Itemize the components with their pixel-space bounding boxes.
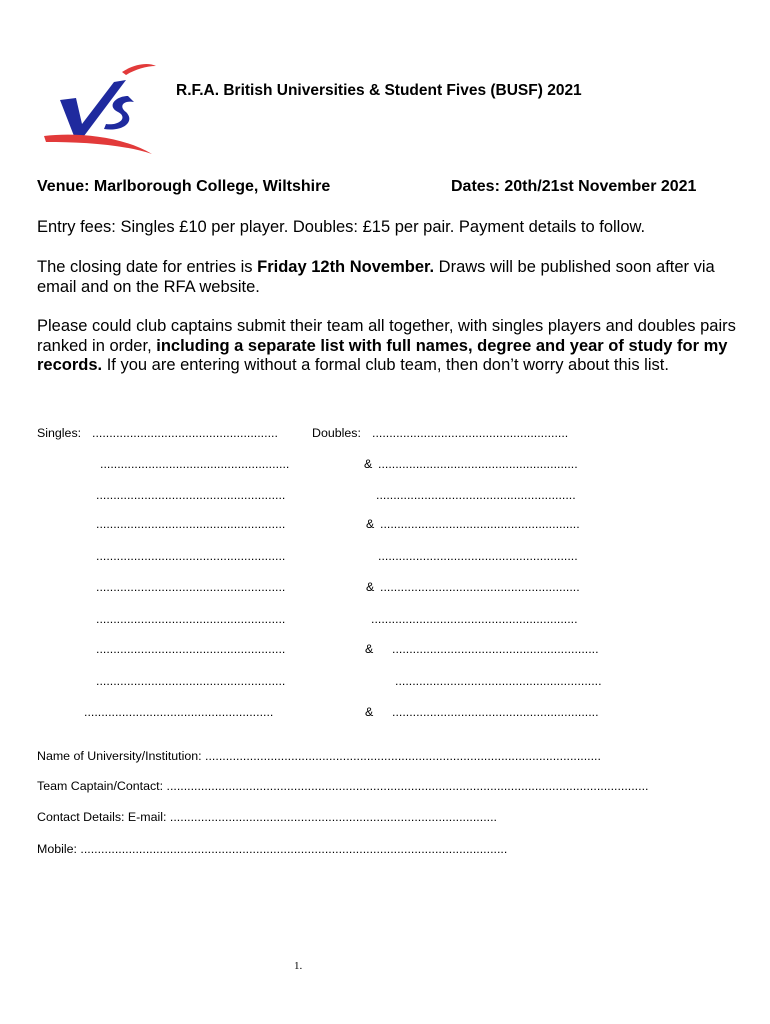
- venue-text: Venue: Marlborough College, Wiltshire: [37, 178, 331, 195]
- entry-fees-text: Entry fees: Singles £10 per player. Doubles: £15 per pair. Payment details to follow.: [37, 218, 646, 236]
- university-label: Name of University/Institution:: [37, 749, 202, 763]
- doubles-entry-line[interactable]: ..........................................................: [376, 488, 576, 502]
- doubles-ampersand: &: [366, 517, 375, 531]
- email-input-line[interactable]: ...............................................................................................: [169, 810, 497, 824]
- captain-input-line[interactable]: ............................................................................................................................................: [166, 779, 649, 793]
- document-title: R.F.A. British Universities & Student Fives (BUSF) 2021: [176, 82, 582, 99]
- captains-paragraph: Please could club captains submit their team all together, with singles players and doubles pairs ranked in order, including a separate list with full names, degree and year of study for my records. If you are entering without a formal club team, then don’t worry about this list.: [37, 317, 736, 374]
- singles-entry-line[interactable]: .......................................................: [100, 457, 290, 471]
- singles-entry-line[interactable]: ......................................................: [92, 426, 278, 440]
- singles-entry-line[interactable]: .......................................................: [96, 580, 286, 594]
- closing-date-paragraph: The closing date for entries is Friday 12th November. Draws will be published soon after via email and on the RFA website.: [37, 258, 715, 296]
- singles-entry-line[interactable]: .......................................................: [96, 674, 286, 688]
- doubles-entry-line[interactable]: ..........................................................: [380, 580, 580, 594]
- doubles-entry-line[interactable]: ............................................................: [392, 642, 599, 656]
- singles-entry-line[interactable]: .......................................................: [96, 488, 286, 502]
- doubles-ampersand: &: [365, 642, 374, 656]
- doubles-entry-line[interactable]: ............................................................: [392, 705, 599, 719]
- captain-field: [37, 779, 648, 793]
- closing-date-bold: Friday 12th November.: [257, 258, 435, 276]
- doubles-entry-line[interactable]: ..........................................................: [378, 457, 578, 471]
- singles-entry-line[interactable]: .......................................................: [84, 705, 274, 719]
- doubles-entry-line[interactable]: .........................................................: [372, 426, 569, 440]
- university-input-line[interactable]: ...................................................................................................................: [205, 749, 601, 763]
- singles-entry-line[interactable]: .......................................................: [96, 642, 286, 656]
- singles-entry-line[interactable]: .......................................................: [96, 549, 286, 563]
- doubles-entry-line[interactable]: ..........................................................: [380, 517, 580, 531]
- logo-red-swoosh-top: [122, 64, 156, 75]
- mobile-field: [37, 842, 507, 856]
- dates-text: Dates: 20th/21st November 2021: [451, 178, 697, 195]
- captain-label: Team Captain/Contact:: [37, 779, 164, 793]
- vs-logo: [36, 62, 160, 158]
- mobile-input-line[interactable]: ............................................................................................................................: [80, 842, 508, 856]
- mobile-label: Mobile:: [37, 842, 77, 856]
- email-field: [37, 810, 497, 824]
- singles-label: Singles:: [37, 426, 82, 440]
- doubles-entry-line[interactable]: ..........................................................: [378, 549, 578, 563]
- email-label: Contact Details: E-mail:: [37, 810, 167, 824]
- venue-dates-row: [37, 178, 730, 196]
- singles-entry-line[interactable]: .......................................................: [96, 612, 286, 626]
- doubles-label: Doubles:: [312, 426, 361, 440]
- logo-red-swoosh-bottom: [44, 135, 152, 154]
- captains-bold-instruction: including a separate list with full names, degree and year of study for my records.: [37, 336, 728, 374]
- singles-entry-line[interactable]: .......................................................: [96, 517, 286, 531]
- doubles-ampersand: &: [365, 705, 374, 719]
- doubles-ampersand: &: [366, 580, 375, 594]
- doubles-entry-line[interactable]: ............................................................: [395, 674, 602, 688]
- page-number: 1.: [294, 960, 303, 972]
- doubles-entry-line[interactable]: ............................................................: [371, 612, 578, 626]
- doubles-ampersand: &: [364, 457, 373, 471]
- university-field: [37, 749, 601, 763]
